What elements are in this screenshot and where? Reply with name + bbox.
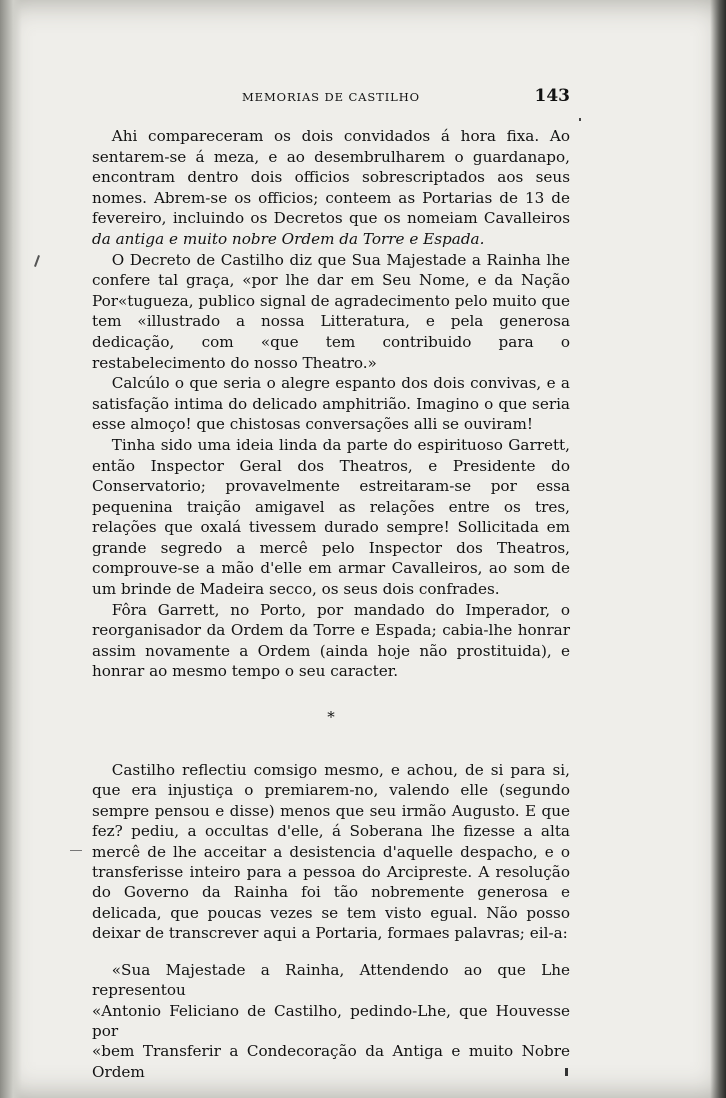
margin-mark <box>70 850 82 851</box>
body-text <box>92 126 570 682</box>
speck <box>579 118 581 121</box>
page-right-edge-shadow <box>710 0 726 1098</box>
italic-phrase: da antiga e muito nobre Ordem da Torre e Espada. <box>92 229 485 248</box>
paragraph: Fôra Garrett, no Porto, por mandado do Imperador, o reorganisador da Ordem da Torre e Espada; cabia-lhe honrar assim novamente a Ordem (ainda hoje não prostituida), e honrar ao mesmo tempo o seu caracter. <box>92 600 570 681</box>
paragraph: Tinha sido uma ideia linda da parte do espirituoso Garrett, então Inspector Geral dos Theatros, e Presidente do Conservatorio; provavelmente estreitaram-se por essa pequenina traição amigavel as relações entre os tres, relações que oxalá tivessem durado sempre! Sollicitada em grande segredo a mercê pelo Inspector dos Theatros, comprouve-se a mão d'elle em armar Cavalleiros, ao som de um brinde de Madeira secco, os seus dois confrades. <box>92 435 570 599</box>
page-number: 143 <box>534 86 570 106</box>
paragraph-text: Ahi compareceram os dois convidados á hora fixa. Ao sentarem-se á meza, e ao desembrulharem o guardanapo, encontram dentro dois officios sobrescriptados aos seus nomes. Abrem-se os officios; conteem as Portarias de 13 de fevereiro, incluindo os Decretos que os nomeiam Cavalleiros <box>92 127 570 228</box>
paragraph <box>92 126 570 250</box>
section-two <box>92 760 570 1082</box>
quote-line: «bem Transferir a Condecoração da Antiga e muito Nobre Ordem <box>92 1042 570 1081</box>
paragraph: O Decreto de Castilho diz que Sua Majestade a Rainha lhe confere tal graça, «por lhe dar em Seu Nome, e da Nação Por«tugueza, publico signal de agradecimento pelo muito que tem «illustrado a nossa Litteratura, e pela generosa dedicação, com «que tem contribuido para o restabelecimento do nosso Theatro.» <box>92 250 570 372</box>
running-title: MEMORIAS DE CASTILHO <box>242 90 420 104</box>
running-header <box>92 86 570 112</box>
paragraph: Calcúlo o que seria o alegre espanto dos dois convivas, e a satisfação intima do delicado amphitrião. Imagino o que seria esse almoço! que chistosas conversações alli se ouviram! <box>92 374 570 434</box>
page-left-edge-shadow <box>0 0 22 1098</box>
quote-line: «Sua Majestade a Rainha, Attendendo ao que Lhe representou <box>92 960 570 1000</box>
paragraph: Castilho reflectiu comsigo mesmo, e achou, de si para si, que era injustiça o premiarem-no, valendo elle (segundo sempre pensou e disse) menos que seu irmão Augusto. E que fez? pediu, a occultas d'elle, á Soberana lhe fizesse a alta mercê de lhe acceitar a desistencia d'aquelle despacho, e o transferisse inteiro para a pessoa do Arcipreste. A resolução do Governo da Rainha foi tão nobremente generosa e delicada, que poucas vezes se tem visto egual. Não posso deixar de transcrever aqui a Portaria, formaes palavras; eil-a: <box>92 761 570 943</box>
quoted-portaria <box>92 960 570 1082</box>
quote-line: «Antonio Feliciano de Castilho, pedindo-Lhe, que Houvesse por <box>92 1001 570 1040</box>
book-page <box>92 86 570 1082</box>
section-break-asterism: * <box>327 708 335 727</box>
